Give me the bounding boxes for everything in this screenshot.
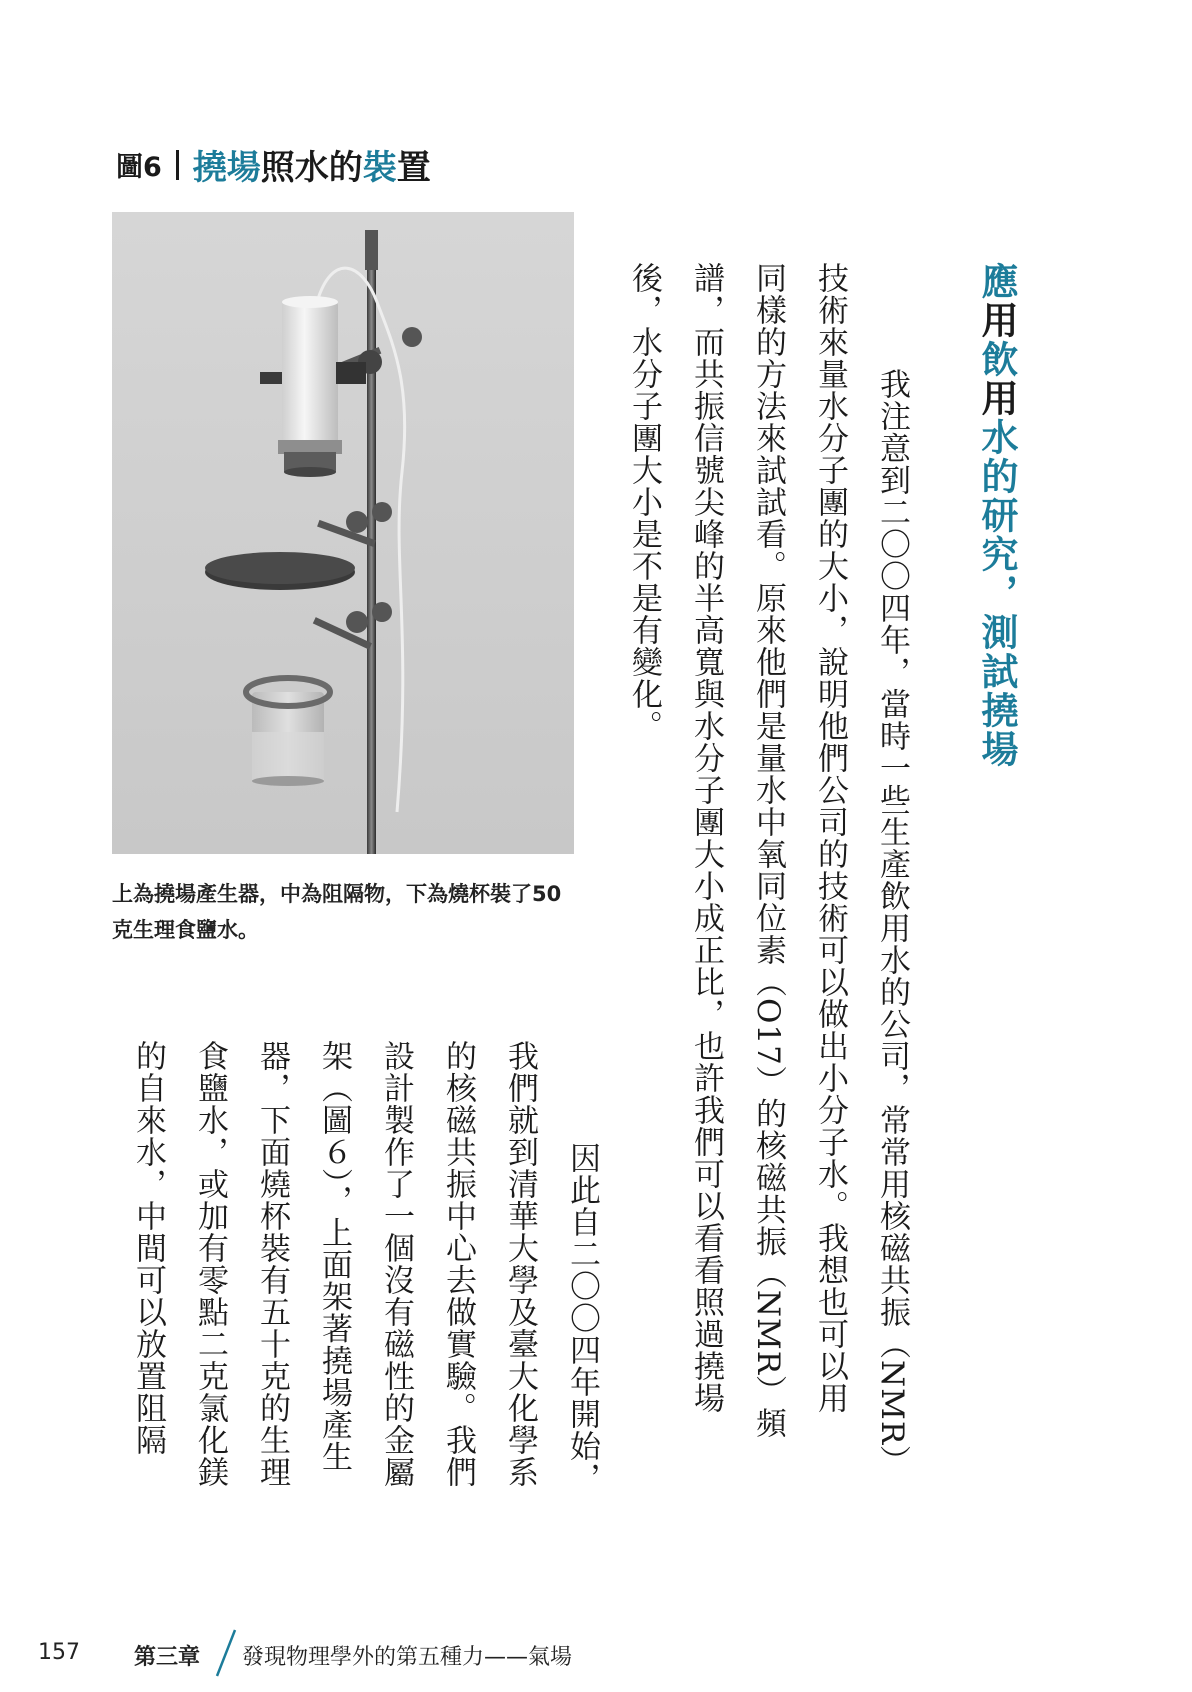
heading-part5: 水的研究，測試撓場	[975, 418, 1018, 769]
section-heading	[974, 262, 1018, 769]
figure-caption: 上為撓場產生器，中為阻隔物，下為燒杯裝了50克生理食鹽水。	[112, 882, 562, 942]
upper-text-column-2: 技術來量水分子團的大小，說明他們公司的技術可以做出小分子水。我想也可以用	[812, 262, 848, 1414]
lower-text-column-2: 我們就到清華大學及臺大化學系	[502, 1040, 538, 1488]
figure-title-part1: 撓場	[192, 148, 261, 188]
lower-text-column-4: 設計製作了一個沒有磁性的金屬	[378, 1040, 414, 1488]
upper-text-column-1: 我注意到二〇〇四年，當時一些生產飲用水的公司，常常用核磁共振（NMR）	[874, 336, 910, 1478]
lower-text-column-3: 的核磁共振中心去做實驗。我們	[440, 1040, 476, 1488]
chapter-label: 第三章	[134, 1645, 201, 1670]
page-footer	[0, 1638, 1192, 1678]
lower-text-column-7: 食鹽水，或加有零點二克氯化鎂	[192, 1040, 228, 1488]
upper-text-column-5: 後，水分子團大小是不是有變化。	[626, 262, 662, 742]
page-number: 157	[38, 1640, 80, 1665]
figure-label: 圖6	[116, 152, 162, 183]
heading-part3: 飲	[975, 340, 1018, 379]
title-divider	[176, 150, 179, 180]
upper-text-column-3: 同樣的方法來試試看。原來他們是量水中氧同位素（O17）的核磁共振（NMR）頻	[750, 262, 786, 1440]
lower-text-column-6: 器，下面燒杯裝有五十克的生理	[254, 1040, 290, 1488]
figure-title-part3: 裝	[362, 148, 397, 188]
heading-part1: 應	[975, 262, 1018, 301]
footer-slash-divider	[213, 1628, 239, 1678]
upper-text-column-4: 譜，而共振信號尖峰的半高寬與水分子團大小成正比，也許我們可以看看照過撓場	[688, 262, 724, 1414]
book-title: 發現物理學外的第五種力——氣場	[242, 1645, 573, 1670]
figure-title-part4: 置	[396, 148, 431, 188]
apparatus-illustration	[112, 212, 574, 854]
apparatus-photo	[112, 212, 574, 854]
figure-title	[116, 140, 431, 189]
heading-part2: 用	[975, 301, 1018, 340]
heading-part4: 用	[975, 379, 1018, 418]
lower-text-column-8: 的自來水，中間可以放置阻隔	[130, 1040, 166, 1456]
figure-title-part2: 照水的	[260, 148, 363, 188]
lower-text-column-1: 因此自二〇〇四年開始，	[564, 1110, 600, 1494]
lower-text-column-5: 架（圖６），上面架著撓場產生	[316, 1040, 352, 1473]
